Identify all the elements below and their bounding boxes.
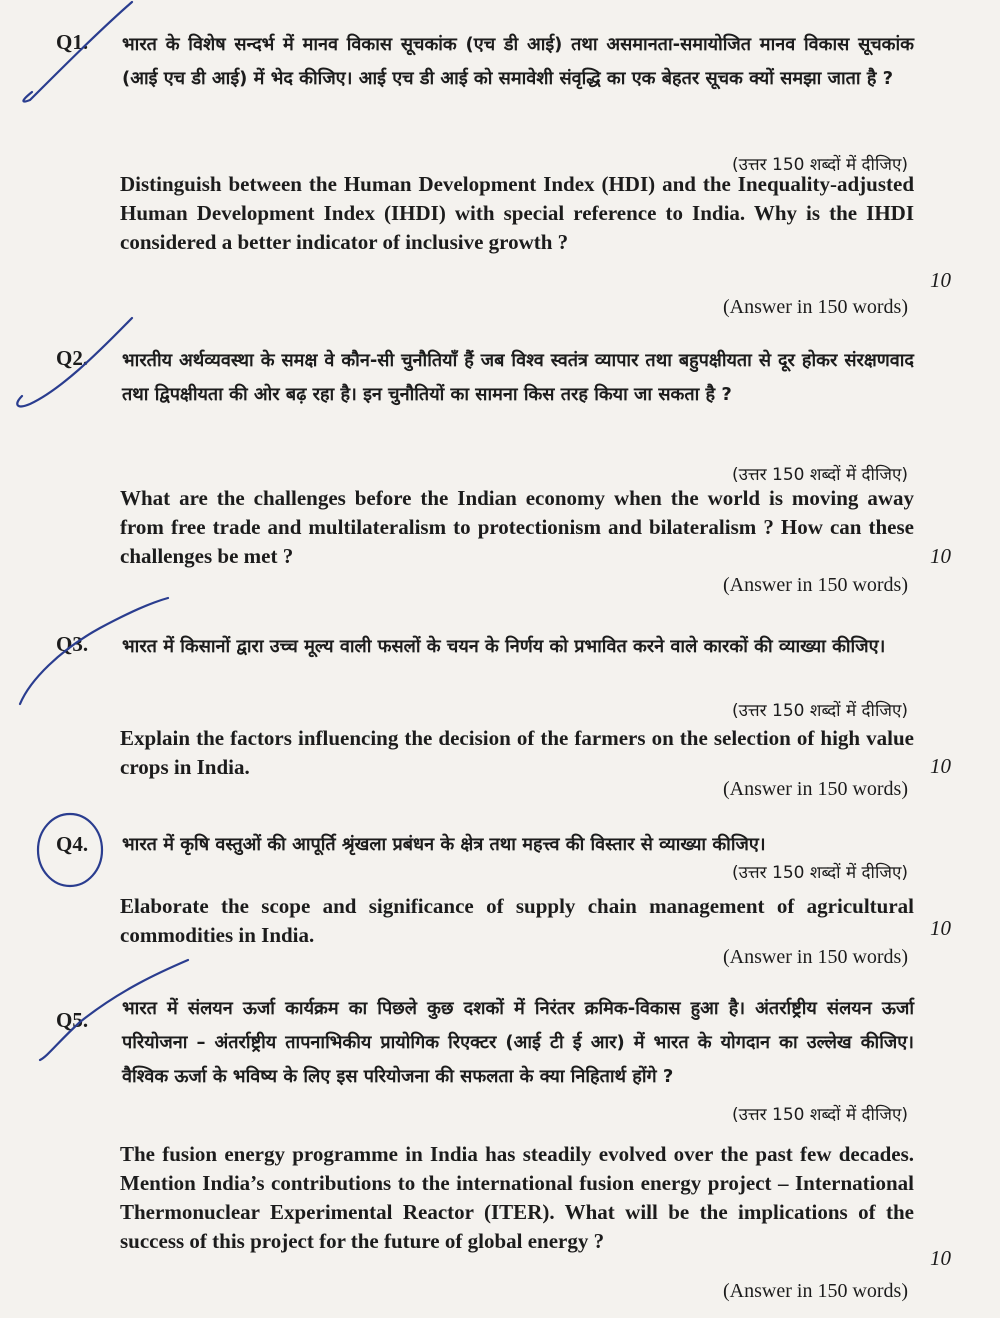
marks: 10 (930, 544, 951, 568)
word-limit-hindi: (उत्तर 150 शब्दों में दीजिए) (731, 863, 908, 883)
word-limit-english: (Answer in 150 words) (723, 778, 908, 800)
marks: 10 (930, 916, 951, 940)
question-number: Q4. (56, 832, 89, 856)
question-number: Q2. (56, 346, 89, 370)
question-text-english: The fusion energy programme in India has steadily evolved over the past few decades. Mention India’s contributions to the international fusion energy project – International Thermonuclear Experimental Reactor (ITER). What will be the implications of the success of this project for the future of global energy ? (120, 1142, 914, 1253)
question-text-english: Distinguish between the Human Development Index (HDI) and the Inequality-adjusted Human Development Index (IHDI) with special reference to India. Why is the IHDI considered a better indicator of inclusive growth ? (120, 172, 914, 254)
question-text-english: Explain the factors influencing the decision of the farmers on the selection of high value crops in India. (120, 726, 914, 779)
marks: 10 (930, 1246, 951, 1270)
word-limit-hindi: (उत्तर 150 शब्दों में दीजिए) (731, 701, 908, 721)
question-text-hindi: भारत में कृषि वस्तुओं की आपूर्ति श्रृंखला प्रबंधन के क्षेत्र तथा महत्त्व की विस्तार से व्याख्या कीजिए। (122, 834, 766, 855)
question-text-hindi: भारत के विशेष सन्दर्भ में मानव विकास सूचकांक (एच डी आई) तथा असमानता-समायोजित मानव विकास सूचकांक (आई एच डी आई) में भेद कीजिए। आई एच डी आई को समावेशी संवृद्धि का एक बेहतर सूचक क्यों समझा जाता है ? (122, 34, 914, 89)
question-number: Q3. (56, 632, 89, 656)
question-text-hindi: भारत में किसानों द्वारा उच्च मूल्य वाली फसलों के चयन के निर्णय को प्रभावित करने वाले कारकों की व्याख्या कीजिए। (122, 636, 886, 657)
word-limit-english: (Answer in 150 words) (723, 1280, 908, 1302)
question-number: Q1. (56, 30, 89, 54)
question-text-english: What are the challenges before the Indian economy when the world is moving away from free trade and multilateralism to protectionism and bilateralism ? How can these challenges be met ? (120, 486, 914, 568)
marks: 10 (930, 754, 951, 778)
word-limit-english: (Answer in 150 words) (723, 946, 908, 968)
word-limit-hindi: (उत्तर 150 शब्दों में दीजिए) (731, 465, 908, 485)
question-text-hindi: भारत में संलयन ऊर्जा कार्यक्रम का पिछले कुछ दशकों में निरंतर क्रमिक-विकास हुआ है। अंतर्राष्ट्रीय संलयन ऊर्जा परियोजना – अंतर्राष्ट्रीय तापनाभिकीय प्रायोगिक रिएक्टर (आई टी ई आर) में भारत के योगदान का उल्लेख कीजिए। वैश्विक ऊर्जा के भविष्य के लिए इस परियोजना की सफलता के क्या निहितार्थ होंगे ? (122, 998, 914, 1087)
word-limit-hindi: (उत्तर 150 शब्दों में दीजिए) (731, 155, 908, 175)
word-limit-english: (Answer in 150 words) (723, 296, 908, 318)
question-number: Q5. (56, 1008, 89, 1032)
question-text-hindi: भारतीय अर्थव्यवस्था के समक्ष वे कौन-सी चुनौतियाँ हैं जब विश्व स्वतंत्र व्यापार तथा बहुपक्षीयता से दूर होकर संरक्षणवाद तथा द्विपक्षीयता की ओर बढ़ रहा है। इन चुनौतियों का सामना किस तरह किया जा सकता है ? (122, 350, 914, 405)
word-limit-hindi: (उत्तर 150 शब्दों में दीजिए) (731, 1105, 908, 1125)
marks: 10 (930, 268, 951, 292)
word-limit-english: (Answer in 150 words) (723, 574, 908, 596)
question-text-english: Elaborate the scope and significance of supply chain management of agricultural commodities in India. (120, 894, 914, 947)
